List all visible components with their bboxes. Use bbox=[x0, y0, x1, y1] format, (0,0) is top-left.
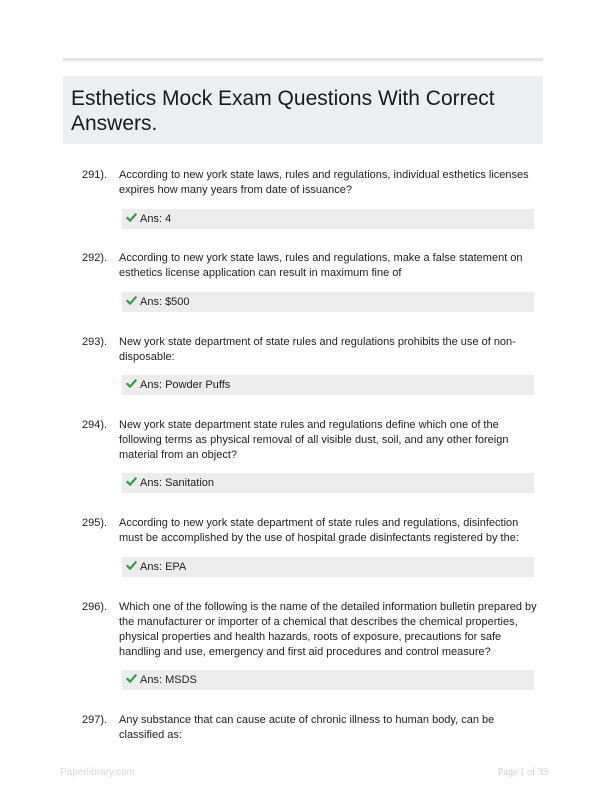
answer-box bbox=[122, 557, 534, 577]
page-number: Page 1 of 39 bbox=[497, 767, 548, 778]
answer-text: Ans: MSDS bbox=[140, 674, 197, 686]
question-number: 297). bbox=[82, 714, 108, 726]
question-number: 296). bbox=[82, 601, 108, 613]
answer-box bbox=[122, 670, 534, 690]
question-text: Any substance that can cause acute of chronic illness to human body, can be classified as: bbox=[119, 714, 495, 741]
check-icon bbox=[126, 378, 137, 389]
question-number: 291). bbox=[82, 169, 108, 181]
question-text: According to new york state laws, rules and regulations, make a false statement on esthetics license application can result in maximum fine of bbox=[119, 252, 523, 279]
top-divider bbox=[63, 58, 543, 61]
answer-box bbox=[122, 375, 534, 395]
answer-text: Ans: Sanitation bbox=[140, 477, 214, 489]
check-icon bbox=[126, 476, 137, 487]
question-text: According to new york state department of state rules and regulations, disinfection must be accomplished by the use of hospital grade disinfectants registered by the: bbox=[119, 517, 519, 544]
question-number: 292). bbox=[82, 252, 108, 264]
page-title: Esthetics Mock Exam Questions With Correct Answers. bbox=[71, 87, 495, 135]
check-icon bbox=[126, 212, 137, 223]
question-number: 295). bbox=[82, 517, 108, 529]
answer-box bbox=[122, 473, 534, 493]
title-banner bbox=[63, 76, 543, 144]
answer-text: Ans: Powder Puffs bbox=[140, 379, 231, 391]
check-icon bbox=[126, 295, 137, 306]
answer-text: Ans: $500 bbox=[140, 296, 190, 308]
footer-site: Paperlibrary.com bbox=[60, 767, 135, 778]
question-text: Which one of the following is the name of the detailed information bulletin prepared by the manufacturer or importer of a chemical that describes the chemical properties, physical properties and health hazards, roots of exposure, precautions for safe handling and use, emergency and first aid procedures and control measure? bbox=[119, 601, 537, 658]
answer-box bbox=[122, 209, 534, 229]
check-icon bbox=[126, 560, 137, 571]
answer-text: Ans: EPA bbox=[140, 561, 187, 573]
question-number: 293). bbox=[82, 336, 108, 348]
question-number: 294). bbox=[82, 419, 108, 431]
check-icon bbox=[126, 673, 137, 684]
answer-box bbox=[122, 292, 534, 312]
question-text: New york state department of state rules and regulations prohibits the use of non-disposable: bbox=[119, 336, 516, 363]
answer-text: Ans: 4 bbox=[140, 213, 172, 225]
question-text: According to new york state laws, rules and regulations, individual esthetics licenses expires how many years from date of issuance? bbox=[119, 169, 529, 196]
question-text: New york state department state rules and regulations define which one of the following terms as physical removal of all visible dust, soil, and any other foreign material from an object? bbox=[119, 419, 509, 461]
